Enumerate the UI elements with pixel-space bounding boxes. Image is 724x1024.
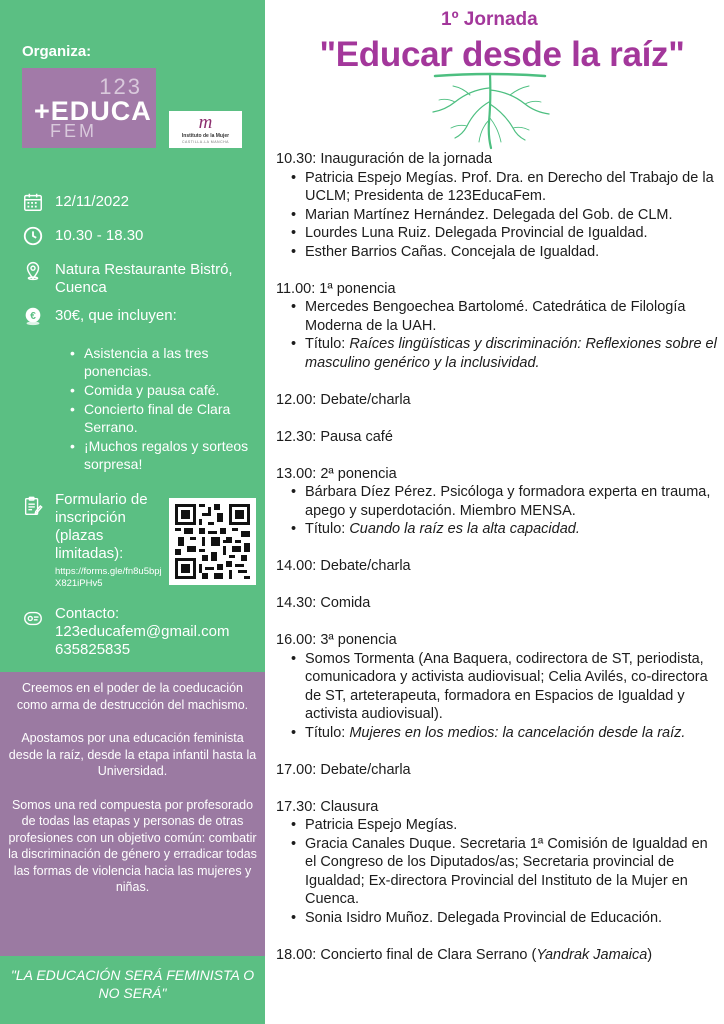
educafem-logo: 123 +EDUCA FEM <box>22 68 156 148</box>
qr-code-icon[interactable] <box>169 498 256 585</box>
program-block-1100: 11.00: 1ª ponencia • Mercedes Bengoechea Bartolomé. Catedrática de Filología Moderna de la UAH. • Título: Raíces lingüísticas y discriminación: Reflexiones sobre el masculino genérico y la inclusividad. <box>276 280 722 373</box>
contact-section <box>22 607 55 629</box>
event-time: 10.30 - 18.30 <box>22 225 143 247</box>
list-item: • Somos Tormenta (Ana Baquera, codirectora de ST, periodista, comunicadora y activista audiovisual; Celia Avilés, co-directora de ST, arteterapeuta, formadora en Espacios de Igualdad y activista audiovisual). <box>276 650 722 724</box>
location-pin-icon <box>22 259 44 281</box>
list-item: • Gracia Canales Duque. Secretaria 1ª Comisión de Igualdad en el Congreso de los Diputados/as; Secretaria provincial de Igualdad; Ex-directora Provincial del Instituto de la Mujer en Cuenca. <box>276 835 722 909</box>
mission-paragraph: Apostamos por una educación feminista desde la raíz, desde la etapa infantil hasta la Universidad. <box>8 731 257 778</box>
program-block-1800: 18.00: Concierto final de Clara Serrano (Yandrak Jamaica) <box>276 946 653 963</box>
event-date: 12/11/2022 <box>22 191 129 213</box>
list-item: • Comida y pausa café. <box>70 381 260 399</box>
program-block-1600: 16.00: 3ª ponencia • Somos Tormenta (Ana Baquera, codirectora de ST, periodista, comunicadora y activista audiovisual; Celia Avilés, co-directora de ST, arteterapeuta, formadora en Espacios de Igualdad y activista audiovisual). • Título: Mujeres en los medios: la cancelación desde la raíz. <box>276 631 722 742</box>
instituto-mujer-logo: m Instituto de la Mujer CASTILLA-LA MANCHA <box>169 111 242 148</box>
list-item: • Patricia Espejo Megías. <box>276 816 722 835</box>
event-price: € 30€, que incluyen: <box>22 305 177 327</box>
list-item: • ¡Muchos regalos y sorteos sorpresa! <box>70 437 260 473</box>
svg-text:€: € <box>30 310 36 322</box>
list-item: • Patricia Espejo Megías. Prof. Dra. en Derecho del Trabajo de la UCLM; Presidenta de 123EducaFem. <box>276 169 722 206</box>
list-item: • Esther Barrios Cañas. Concejala de Igualdad. <box>276 243 722 262</box>
form-label: Formulario de inscripción (plazas limitadas): <box>55 491 148 562</box>
list-item: • Bárbara Díez Pérez. Psicóloga y formadora experta en trauma, apego y superdotación. Miembro MENSA. <box>276 483 722 520</box>
clock-icon <box>22 225 44 247</box>
list-item: • Lourdes Luna Ruiz. Delegada Provincial de Igualdad. <box>276 224 722 243</box>
contact-phone[interactable]: 635825835 <box>55 641 131 658</box>
euro-coin-icon <box>22 305 44 327</box>
program-column <box>265 0 724 1024</box>
slogan-quote: "LA EDUCACIÓN SERÁ FEMINISTA O NO SERÁ" <box>10 967 255 1001</box>
program-block-1300: 13.00: 2ª ponencia • Bárbara Díez Pérez. Psicóloga y formadora experta en trauma, apego y superdotación. Miembro MENSA. • Título: Cuando la raíz es la alta capacidad. <box>276 465 722 539</box>
program-block-1200: 12.00: Debate/charla <box>276 391 411 408</box>
includes-list <box>70 344 260 474</box>
program-block-1230: 12.30: Pausa café <box>276 428 393 445</box>
list-item: • Título: Mujeres en los medios: la cancelación desde la raíz. <box>276 724 722 743</box>
organiza-label: Organiza: <box>22 43 92 60</box>
event-location: Natura Restaurante Bistró, Cuenca <box>22 259 255 297</box>
calendar-icon <box>22 191 44 213</box>
mission-statement <box>0 672 265 956</box>
program-block-1430: 14.30: Comida <box>276 595 371 611</box>
contact-label: Contacto: <box>55 605 120 622</box>
list-item: • Título: Cuando la raíz es la alta capacidad. <box>276 520 722 539</box>
list-item: • Marian Martínez Hernández. Delegada del Gob. de CLM. <box>276 206 722 225</box>
program-block-1030: 10.30: Inauguración de la jornada • Patricia Espejo Megías. Prof. Dra. en Derecho del Trabajo de la UCLM; Presidenta de 123EducaFem. • Marian Martínez Hernández. Delegada del Gob. de CLM. • Lourdes Luna Ruiz. Delegada Provincial de Igualdad. • Esther Barrios Cañas. Concejala de Igualdad. <box>276 150 722 261</box>
jornada-label: 1º Jornada <box>441 9 538 30</box>
form-link[interactable]: https://forms.gle/fn8u5bpjX821iPHv5 <box>55 566 162 589</box>
form-section <box>22 495 55 517</box>
list-item: • Concierto final de Clara Serrano. <box>70 400 260 436</box>
list-item: • Título: Raíces lingüísticas y discriminación: Reflexiones sobre el masculino genérico y la inclusividad. <box>276 335 722 372</box>
mission-paragraph: Creemos en el poder de la coeducación como arma de destrucción del machismo. <box>16 681 249 712</box>
program-block-1700: 17.00: Debate/charla <box>276 761 411 778</box>
contact-email[interactable]: 123educafem@gmail.com <box>55 623 230 640</box>
list-item: • Sonia Isidro Muñoz. Delegada Provincial de Educación. <box>276 909 722 928</box>
contact-icon <box>22 607 44 629</box>
program-block-1730: 17.30: Clausura • Patricia Espejo Megías. • Gracia Canales Duque. Secretaria 1ª Comisión de Igualdad en el Congreso de los Diputados/as; Secretaria provincial de Igualdad; Ex-directora Provincial del Instituto de la Mujer en Cuenca. • Sonia Isidro Muñoz. Delegada Provincial de Educación. <box>276 798 722 928</box>
mission-paragraph: Somos una red compuesta por profesorado de todas las etapas y personas de otras profesiones con un objetivo común: combatir la discriminación de género y erradicar todas las formas de violencia hacia las mujeres y niñas. <box>8 797 257 894</box>
program-list <box>276 150 722 983</box>
roots-icon <box>425 70 555 150</box>
left-sidebar <box>0 0 265 1024</box>
form-icon <box>22 495 44 517</box>
page-title: "Educar desde la raíz" <box>319 35 685 74</box>
contact-block <box>55 605 229 659</box>
list-item: • Mercedes Bengoechea Bartolomé. Catedrática de Filología Moderna de la UAH. <box>276 298 722 335</box>
program-block-1400: 14.00: Debate/charla <box>276 558 411 574</box>
list-item: • Asistencia a las tres ponencias. <box>70 344 260 380</box>
